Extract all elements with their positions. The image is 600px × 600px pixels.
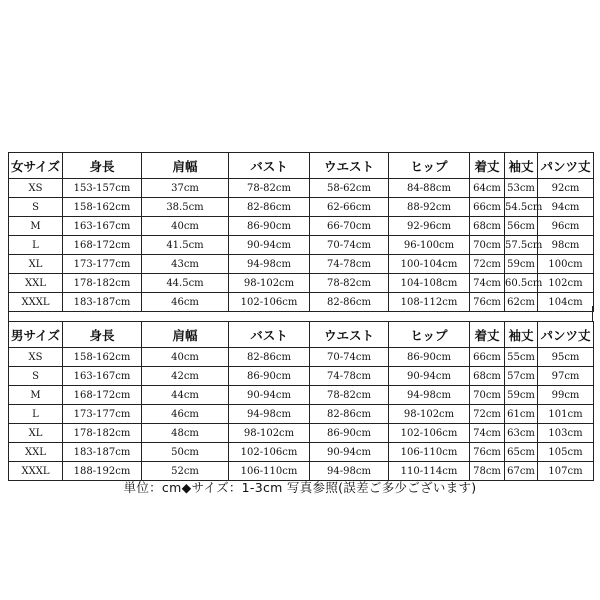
measurement-cell: 90-94cm xyxy=(229,386,310,405)
measurement-cell: 61cm xyxy=(505,405,538,424)
women-header-cell: 女サイズ xyxy=(9,153,63,179)
measurement-cell: 158-162cm xyxy=(63,198,142,217)
measurement-cell: 44cm xyxy=(142,386,229,405)
measurement-cell: 168-172cm xyxy=(63,236,142,255)
measurement-cell: 188-192cm xyxy=(63,462,142,481)
measurement-cell: 98cm xyxy=(538,236,594,255)
measurement-cell: 76cm xyxy=(470,443,505,462)
measurement-cell: 74cm xyxy=(470,274,505,293)
size-label-cell: XL xyxy=(9,424,63,443)
size-label-cell: L xyxy=(9,236,63,255)
men-header-cell: ウエスト xyxy=(310,322,389,348)
measurement-cell: 66cm xyxy=(470,198,505,217)
size-label-cell: XXXL xyxy=(9,462,63,481)
measurement-cell: 94-98cm xyxy=(310,462,389,481)
size-label-cell: S xyxy=(9,198,63,217)
measurement-cell: 74cm xyxy=(470,424,505,443)
measurement-cell: 57.5cm xyxy=(505,236,538,255)
measurement-cell: 50cm xyxy=(142,443,229,462)
size-label-cell: XXL xyxy=(9,443,63,462)
table-row xyxy=(9,217,594,236)
measurement-cell: 52cm xyxy=(142,462,229,481)
measurement-cell: 107cm xyxy=(538,462,594,481)
measurement-cell: 74-78cm xyxy=(310,367,389,386)
measurement-cell: 43cm xyxy=(142,255,229,274)
measurement-cell: 96-100cm xyxy=(389,236,470,255)
men-header-cell: 袖丈 xyxy=(505,322,538,348)
size-label-cell: L xyxy=(9,405,63,424)
measurement-cell: 44.5cm xyxy=(142,274,229,293)
measurement-cell: 78-82cm xyxy=(229,179,310,198)
measurement-cell: 78cm xyxy=(470,462,505,481)
women-header-cell: 身長 xyxy=(63,153,142,179)
measurement-cell: 86-90cm xyxy=(229,367,310,386)
measurement-cell: 183-187cm xyxy=(63,443,142,462)
measurement-cell: 70cm xyxy=(470,236,505,255)
measurement-cell: 101cm xyxy=(538,405,594,424)
measurement-cell: 82-86cm xyxy=(229,198,310,217)
measurement-cell: 66cm xyxy=(470,348,505,367)
measurement-cell: 94-98cm xyxy=(229,405,310,424)
measurement-cell: 48cm xyxy=(142,424,229,443)
size-label-cell: XXXL xyxy=(9,293,63,312)
men-header-cell: バスト xyxy=(229,322,310,348)
men-header-cell: 肩幅 xyxy=(142,322,229,348)
size-label-cell: M xyxy=(9,217,63,236)
measurement-cell: 92-96cm xyxy=(389,217,470,236)
measurement-cell: 99cm xyxy=(538,386,594,405)
measurement-cell: 66-70cm xyxy=(310,217,389,236)
size-label-cell: XS xyxy=(9,348,63,367)
measurement-cell: 59cm xyxy=(505,255,538,274)
measurement-cell: 86-90cm xyxy=(389,348,470,367)
table-row xyxy=(9,179,594,198)
table-gap xyxy=(8,306,593,321)
measurement-cell: 62-66cm xyxy=(310,198,389,217)
measurement-cell: 110-114cm xyxy=(389,462,470,481)
measurement-cell: 86-90cm xyxy=(310,424,389,443)
size-label-cell: XS xyxy=(9,179,63,198)
measurement-cell: 178-182cm xyxy=(63,424,142,443)
measurement-cell: 183-187cm xyxy=(63,293,142,312)
table-row xyxy=(9,443,594,462)
measurement-cell: 100cm xyxy=(538,255,594,274)
measurement-cell: 103cm xyxy=(538,424,594,443)
measurement-cell: 63cm xyxy=(505,424,538,443)
women-header-cell: ヒップ xyxy=(389,153,470,179)
measurement-cell: 76cm xyxy=(470,293,505,312)
measurement-cell: 95cm xyxy=(538,348,594,367)
table-row xyxy=(9,386,594,405)
women-header-cell: 肩幅 xyxy=(142,153,229,179)
measurement-cell: 108-112cm xyxy=(389,293,470,312)
table-row xyxy=(9,236,594,255)
unit-footnote: 単位：cm◆サイズ：1-3cm 写真参照(誤差ご多少ございます) xyxy=(123,480,477,495)
table-row xyxy=(9,424,594,443)
women-header-cell: パンツ丈 xyxy=(538,153,594,179)
measurement-cell: 100-104cm xyxy=(389,255,470,274)
measurement-cell: 104cm xyxy=(538,293,594,312)
measurement-cell: 38.5cm xyxy=(142,198,229,217)
size-label-cell: XXL xyxy=(9,274,63,293)
women-header-cell: バスト xyxy=(229,153,310,179)
measurement-cell: 53cm xyxy=(505,179,538,198)
size-label-cell: S xyxy=(9,367,63,386)
measurement-cell: 178-182cm xyxy=(63,274,142,293)
men-header-cell: パンツ丈 xyxy=(538,322,594,348)
men-header-cell: 男サイズ xyxy=(9,322,63,348)
table-row xyxy=(9,255,594,274)
measurement-cell: 70cm xyxy=(470,386,505,405)
measurement-cell: 173-177cm xyxy=(63,405,142,424)
women-header-row xyxy=(9,153,594,179)
measurement-cell: 102-106cm xyxy=(229,443,310,462)
measurement-cell: 96cm xyxy=(538,217,594,236)
measurement-cell: 68cm xyxy=(470,367,505,386)
men-header-cell: ヒップ xyxy=(389,322,470,348)
measurement-cell: 54.5cm xyxy=(505,198,538,217)
measurement-cell: 62cm xyxy=(505,293,538,312)
measurement-cell: 57cm xyxy=(505,367,538,386)
measurement-cell: 59cm xyxy=(505,386,538,405)
measurement-cell: 46cm xyxy=(142,293,229,312)
measurement-cell: 104-108cm xyxy=(389,274,470,293)
women-header-cell: 袖丈 xyxy=(505,153,538,179)
measurement-cell: 173-177cm xyxy=(63,255,142,274)
measurement-cell: 67cm xyxy=(505,462,538,481)
measurement-cell: 68cm xyxy=(470,217,505,236)
measurement-cell: 84-88cm xyxy=(389,179,470,198)
men-header-cell: 着丈 xyxy=(470,322,505,348)
men-header-cell: 身長 xyxy=(63,322,142,348)
measurement-cell: 40cm xyxy=(142,348,229,367)
measurement-cell: 158-162cm xyxy=(63,348,142,367)
measurement-cell: 82-86cm xyxy=(310,293,389,312)
table-row xyxy=(9,348,594,367)
measurement-cell: 106-110cm xyxy=(389,443,470,462)
measurement-cell: 168-172cm xyxy=(63,386,142,405)
measurement-cell: 98-102cm xyxy=(389,405,470,424)
measurement-cell: 94-98cm xyxy=(389,386,470,405)
measurement-cell: 37cm xyxy=(142,179,229,198)
measurement-cell: 90-94cm xyxy=(389,367,470,386)
men-table-body xyxy=(9,348,594,481)
measurement-cell: 90-94cm xyxy=(229,236,310,255)
measurement-cell: 78-82cm xyxy=(310,386,389,405)
measurement-cell: 163-167cm xyxy=(63,217,142,236)
measurement-cell: 88-92cm xyxy=(389,198,470,217)
measurement-cell: 94cm xyxy=(538,198,594,217)
measurement-cell: 60.5cm xyxy=(505,274,538,293)
measurement-cell: 74-78cm xyxy=(310,255,389,274)
men-size-table xyxy=(8,321,594,481)
measurement-cell: 98-102cm xyxy=(229,274,310,293)
size-label-cell: XL xyxy=(9,255,63,274)
women-header-cell: ウエスト xyxy=(310,153,389,179)
table-row xyxy=(9,274,594,293)
measurement-cell: 72cm xyxy=(470,405,505,424)
women-header-cell: 着丈 xyxy=(470,153,505,179)
table-row xyxy=(9,367,594,386)
measurement-cell: 70-74cm xyxy=(310,348,389,367)
measurement-cell: 92cm xyxy=(538,179,594,198)
measurement-cell: 70-74cm xyxy=(310,236,389,255)
measurement-cell: 98-102cm xyxy=(229,424,310,443)
measurement-cell: 97cm xyxy=(538,367,594,386)
measurement-cell: 94-98cm xyxy=(229,255,310,274)
measurement-cell: 105cm xyxy=(538,443,594,462)
measurement-cell: 78-82cm xyxy=(310,274,389,293)
table-row xyxy=(9,405,594,424)
measurement-cell: 86-90cm xyxy=(229,217,310,236)
measurement-cell: 163-167cm xyxy=(63,367,142,386)
table-row xyxy=(9,198,594,217)
measurement-cell: 82-86cm xyxy=(310,405,389,424)
measurement-cell: 102-106cm xyxy=(389,424,470,443)
measurement-cell: 102-106cm xyxy=(229,293,310,312)
measurement-cell: 72cm xyxy=(470,255,505,274)
measurement-cell: 56cm xyxy=(505,217,538,236)
measurement-cell: 102cm xyxy=(538,274,594,293)
measurement-cell: 42cm xyxy=(142,367,229,386)
measurement-cell: 153-157cm xyxy=(63,179,142,198)
measurement-cell: 106-110cm xyxy=(229,462,310,481)
men-header-row xyxy=(9,322,594,348)
measurement-cell: 55cm xyxy=(505,348,538,367)
measurement-cell: 41.5cm xyxy=(142,236,229,255)
measurement-cell: 58-62cm xyxy=(310,179,389,198)
women-size-table xyxy=(8,152,594,312)
measurement-cell: 40cm xyxy=(142,217,229,236)
measurement-cell: 90-94cm xyxy=(310,443,389,462)
women-table-body xyxy=(9,179,594,312)
measurement-cell: 46cm xyxy=(142,405,229,424)
measurement-cell: 64cm xyxy=(470,179,505,198)
size-label-cell: M xyxy=(9,386,63,405)
measurement-cell: 82-86cm xyxy=(229,348,310,367)
measurement-cell: 65cm xyxy=(505,443,538,462)
